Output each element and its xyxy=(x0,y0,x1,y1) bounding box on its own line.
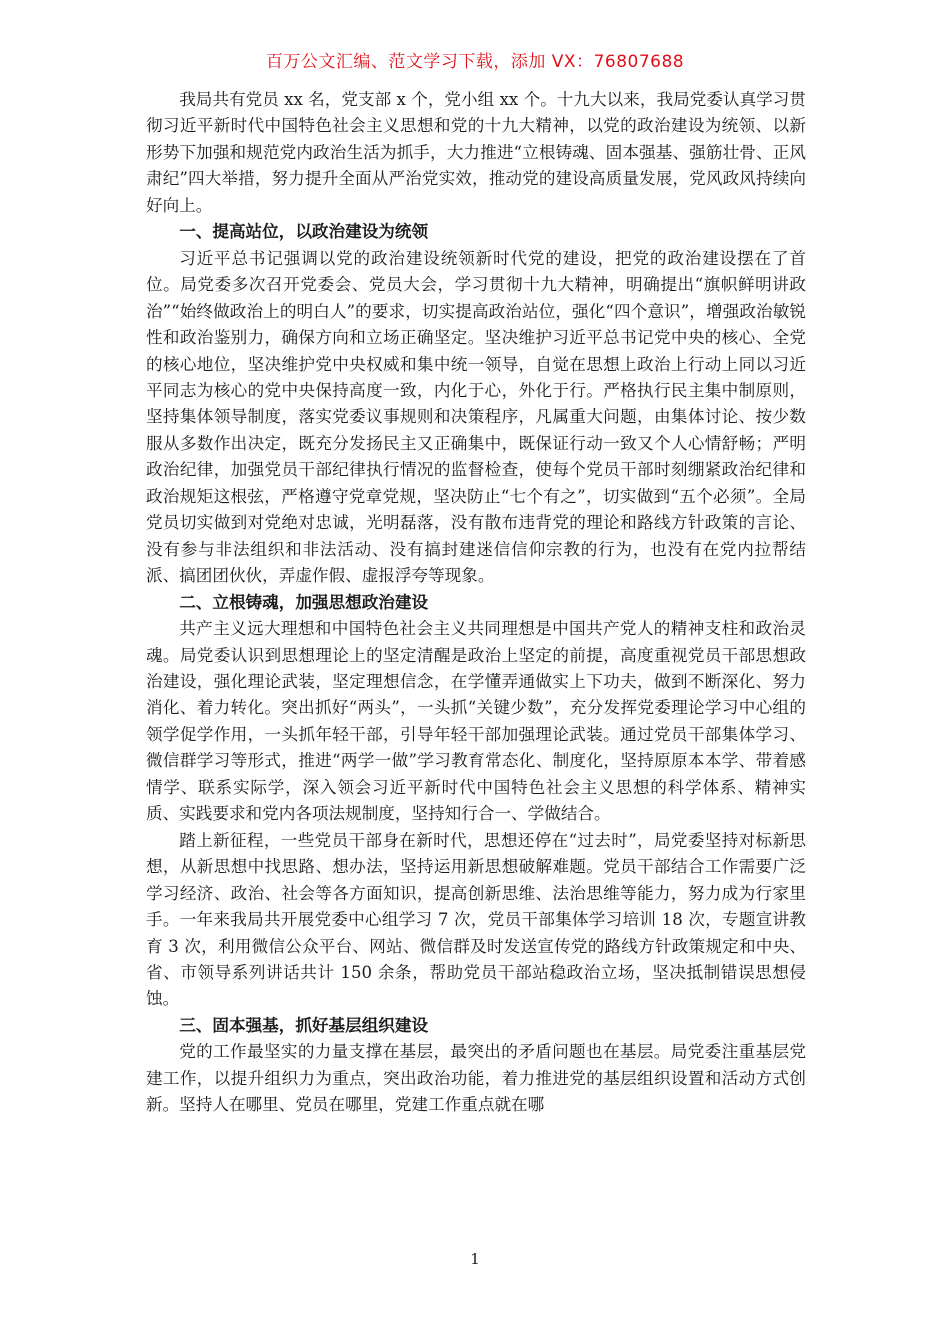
watermark-banner: 百万公文汇编、范文学习下载，添加 VX：76807688 xyxy=(265,52,685,72)
section-2-paragraph-1: 共产主义远大理想和中国特色社会主义共同理想是中国共产党人的精神支柱和政治灵魂。局党委认识到思想理论上的坚定清醒是政治上坚定的前提，高度重视党员干部思想政治建设，强化理论武装，坚定理想信念，在学懂弄通做实上下功夫，做到不断深化、努力消化、着力转化。突出抓好“两头”，一头抓“关键少数”，充分发挥党委理论学习中心组的领学促学作用，一头抓年轻干部，引导年轻干部加强理论武装。通过党员干部集体学习、微信群学习等形式，推进“两学一做”学习教育常态化、制度化，坚持原原本本学、带着感情学、联系实际学，深入领会习近平新时代中国特色社会主义思想的科学体系、精神实质、实践要求和党内各项法规制度，坚持知行合一、学做结合。 xyxy=(146,619,806,824)
intro-paragraph: 我局共有党员 xx 名，党支部 x 个，党小组 xx 个。十九大以来，我局党委认真学习贯彻习近平新时代中国特色社会主义思想和党的十九大精神，以党的政治建设为统领、以新形势下加强和规范党内政治生活为抓手，大力推进“立根铸魂、固本强基、强筋壮骨、正风肃纪”四大举措，努力提升全面从严治党实效，推动党的建设高质量发展，党风政风持续向好向上。 xyxy=(146,90,806,215)
section-1-heading: 一、提高站位，以政治建设为统领 xyxy=(179,222,429,242)
document-body xyxy=(146,87,806,1119)
page-number: 1 xyxy=(470,1250,480,1268)
section-2-paragraph-2: 踏上新征程，一些党员干部身在新时代，思想还停在“过去时”，局党委坚持对标新思想，从新思想中找思路、想办法，坚持运用新思想破解难题。党员干部结合工作需要广泛学习经济、政治、社会等各方面知识，提高创新思维、法治思维等能力，努力成为行家里手。一年来我局共开展党委中心组学习 7 次，党员干部集体学习培训 18 次，专题宣讲教育 3 次，利用微信公众平台、网站、微信群及时发送宣传党的路线方针政策规定和中央、省、市领导系列讲话共计 150 余条，帮助党员干部站稳政治立场，坚决抵制错误思想侵蚀。 xyxy=(146,830,806,1009)
section-1-paragraph-1: 习近平总书记强调以党的政治建设统领新时代党的建设，把党的政治建设摆在了首位。局党委多次召开党委会、党员大会，学习贯彻十九大精神，明确提出“旗帜鲜明讲政治”“始终做政治上的明白人”的要求，切实提高政治站位，强化“四个意识”，增强政治敏锐性和政治鉴别力，确保方向和立场正确坚定。坚决维护习近平总书记党中央的核心、全党的核心地位，坚决维护党中央权威和集中统一领导，自觉在思想上政治上行动上同以习近平同志为核心的党中央保持高度一致，内化于心，外化于行。严格执行民主集中制原则，坚持集体领导制度，落实党委议事规则和决策程序，凡属重大问题，由集体讨论、按少数服从多数作出决定，既充分发扬民主又正确集中，既保证行动一致又个人心情舒畅；严明政治纪律，加强党员干部纪律执行情况的监督检查，使每个党员干部时刻绷紧政治纪律和政治规矩这根弦，严格遵守党章党规，坚决防止“七个有之”，切实做到“五个必须”。全局党员切实做到对党绝对忠诚，光明磊落，没有散布违背党的理论和路线方针政策的言论、没有参与非法组织和非法活动、没有搞封建迷信信仰宗教的行为，也没有在党内拉帮结派、搞团团伙伙，弄虚作假、虚报浮夸等现象。 xyxy=(146,248,806,586)
section-3-paragraph-1: 党的工作最坚实的力量支撑在基层，最突出的矛盾问题也在基层。局党委注重基层党建工作，以提升组织力为重点，突出政治功能，着力推进党的基层组织设置和活动方式创新。坚持人在哪里、党员在哪里，党建工作重点就在哪 xyxy=(146,1042,806,1115)
section-3-heading: 三、固本强基，抓好基层组织建设 xyxy=(179,1015,429,1035)
section-2-heading: 二、立根铸魂，加强思想政治建设 xyxy=(179,592,429,612)
